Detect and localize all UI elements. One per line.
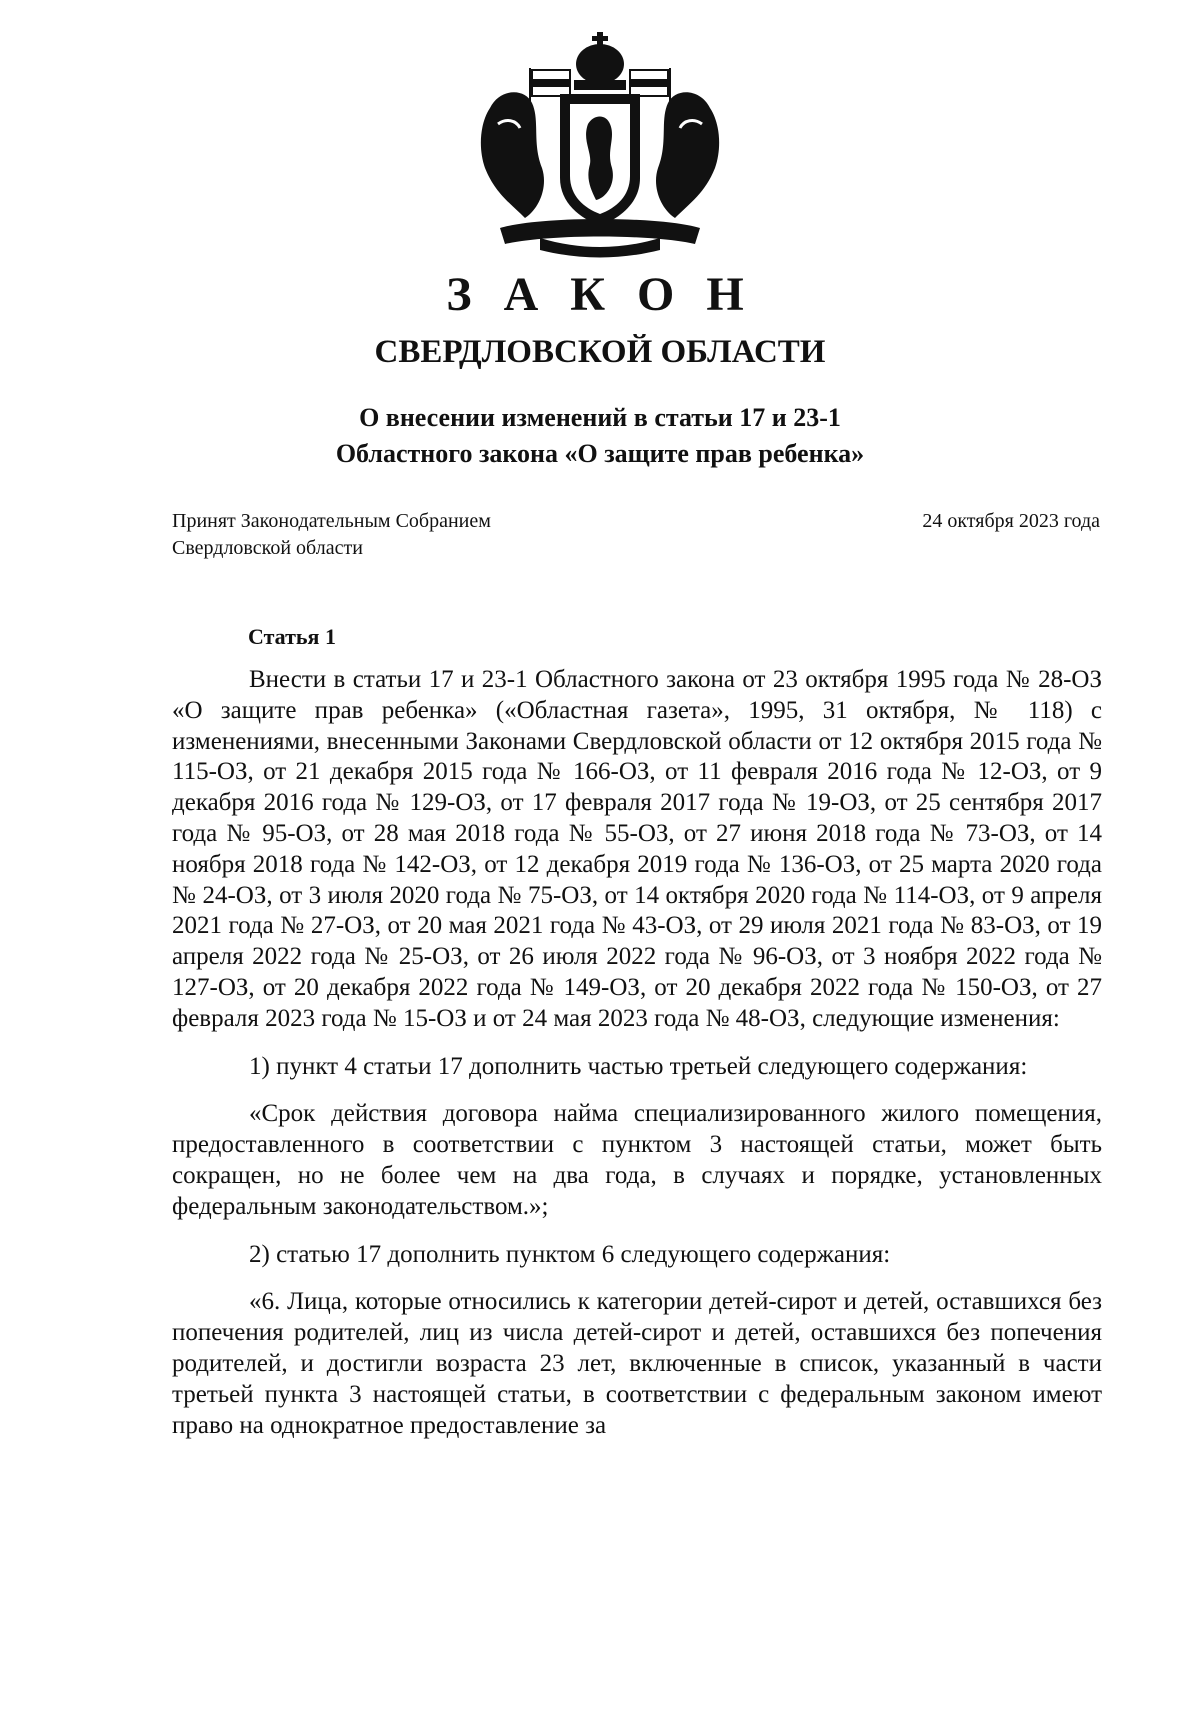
adopted-by-line2: Свердловской области	[172, 537, 363, 559]
law-subtitle-line1: О внесении изменений в статьи 17 и 23-1	[359, 403, 841, 432]
law-subtitle-line2: Областного закона «О защите прав ребенка»	[335, 439, 865, 468]
adopted-by-line1: Принят Законодательным Собранием	[172, 510, 491, 532]
law-region: СВЕРДЛОВСКОЙ ОБЛАСТИ	[374, 334, 826, 370]
article-paragraph-3: «Срок действия договора найма специализированного жилого помещения, предоставленного в соответствии с пунктом 3 настоящей статьи, может быть сокращен, но не более чем на два года, в случаях и порядке, установленных федеральным законодательством.»;	[172, 1100, 1102, 1220]
article-heading: Статья 1	[248, 624, 336, 649]
law-title: З А К О Н	[446, 268, 754, 321]
adopted-by	[172, 508, 491, 562]
article-paragraph-5: «6. Лица, которые относились к категории детей-сирот и детей, оставшихся без попечения родителей, лиц из числа детей-сирот и детей, оставшихся без попечения родителей, и достигли возраста 23 лет, включенные в список, указанный в части третьей пункта 3 настоящей статьи, в соответствии с федеральным законом имеют право на однократное предоставление за	[172, 1288, 1102, 1439]
law-subtitle	[0, 400, 1200, 472]
article-paragraph-2: 1) пункт 4 статьи 17 дополнить частью третьей следующего содержания:	[249, 1052, 1028, 1080]
article-paragraph-1: Внести в статьи 17 и 23-1 Областного закона от 23 октября 1995 года № 28-ОЗ «О защите прав ребенка» («Областная газета», 1995, 31 октября, № 118) с изменениями, внесенными Законами Свердловской области от 12 октября 2015 года № 115-ОЗ, от 21 декабря 2015 года № 166-ОЗ, от 11 февраля 2016 года № 12-ОЗ, от 9 декабря 2016 года № 129-ОЗ, от 17 февраля 2017 года № 19-ОЗ, от 25 сентября 2017 года № 95-ОЗ, от 28 мая 2018 года № 55-ОЗ, от 27 июня 2018 года № 73-ОЗ, от 14 ноября 2018 года № 142-ОЗ, от 12 декабря 2019 года № 136-ОЗ, от 25 марта 2020 года № 24-ОЗ, от 3 июля 2020 года № 75-ОЗ, от 14 октября 2020 года № 114-ОЗ, от 9 апреля 2021 года № 27-ОЗ, от 20 мая 2021 года № 43-ОЗ, от 29 июля 2021 года № 83-ОЗ, от 19 апреля 2022 года № 25-ОЗ, от 26 июля 2022 года № 96-ОЗ, от 3 ноября 2022 года № 127-ОЗ, от 20 декабря 2022 года № 149-ОЗ, от 20 декабря 2022 года № 150-ОЗ, от 27 февраля 2023 года № 15-ОЗ и от 24 мая 2023 года № 48-ОЗ, следующие изменения:	[172, 666, 1102, 1032]
adoption-date: 24 октября 2023 года	[922, 510, 1100, 532]
article-body	[172, 665, 1102, 1458]
article-paragraph-4: 2) статью 17 дополнить пунктом 6 следующего содержания:	[249, 1240, 891, 1268]
sverdlovsk-coat-of-arms-icon	[470, 28, 730, 260]
